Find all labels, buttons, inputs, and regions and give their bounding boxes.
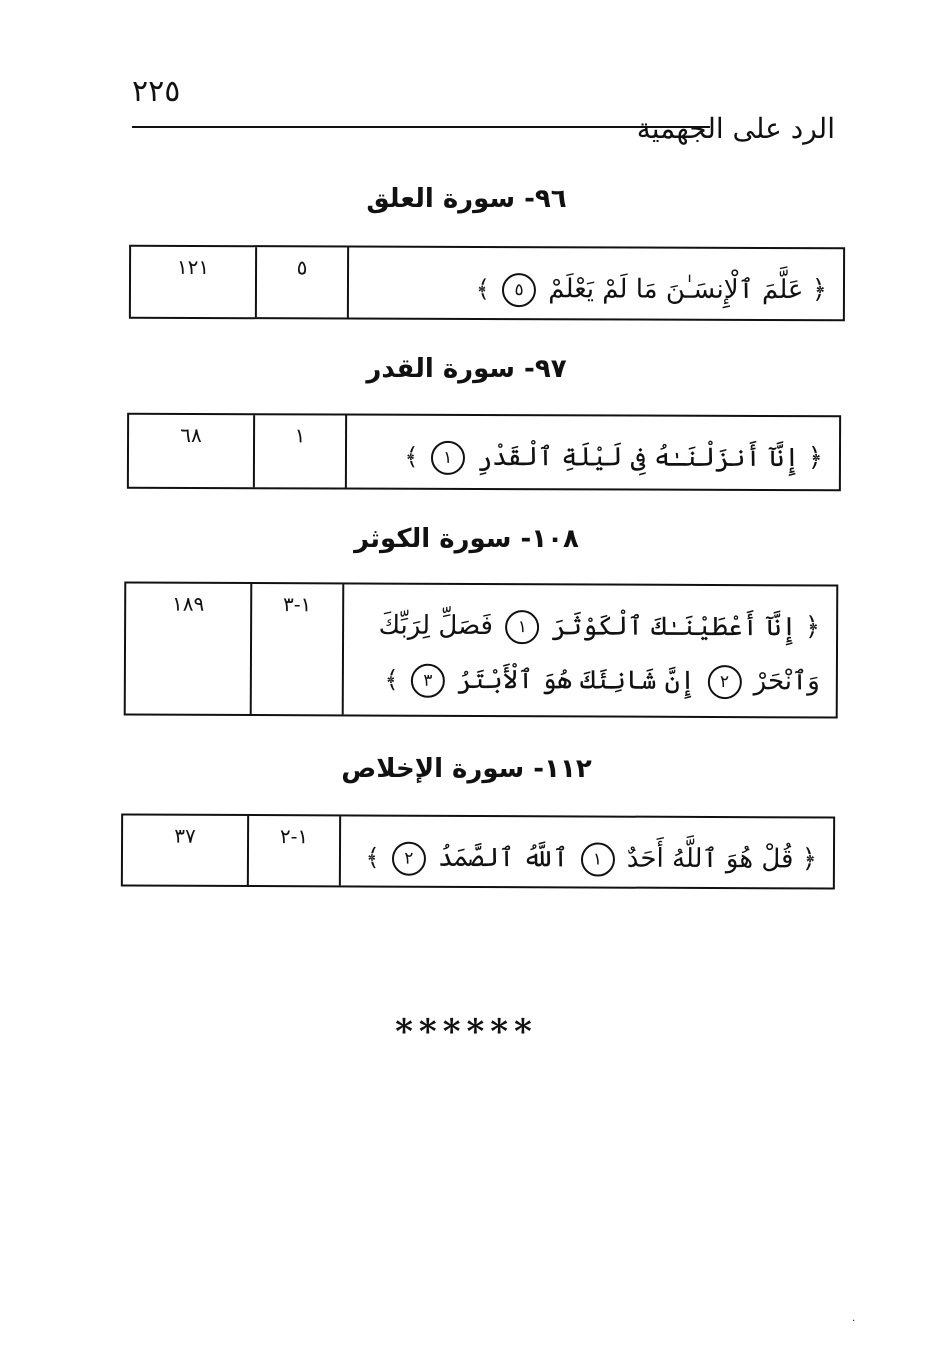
ayah-number-marker: ٢: [707, 665, 741, 699]
closing-bracket: ﴾: [404, 442, 419, 471]
ayah-range-cell: ١-٢: [247, 816, 339, 885]
closing-bracket: ﴾: [365, 843, 380, 872]
ayah-range-cell: ٥: [255, 247, 347, 317]
surah-title-alaq: ٩٦- سورة العلق: [366, 184, 567, 214]
closing-bracket: ﴾: [384, 665, 399, 694]
verse-text-part-1: ﴿ إِنَّآ أَعْطَيْنَـٰكَ ٱلْكَوْثَرَ: [551, 611, 821, 643]
verse-cell: [339, 816, 833, 887]
reference-table-kawthar: [124, 581, 839, 718]
ayah-range-cell: ١: [253, 415, 345, 487]
page-reference-cell: ١٨٩: [172, 591, 205, 616]
page-reference-cell: ٦٨: [180, 422, 202, 448]
surah-title-ikhlas: ١١٢- سورة الإخلاص: [341, 754, 592, 784]
verse-cell: [342, 584, 837, 716]
verse-text: ﴿ إِنَّآ أَنزَلْنَـٰهُ فِى لَيْلَةِ ٱلْقَدْرِ: [476, 441, 824, 474]
ayah-number-marker: ٢: [392, 842, 426, 876]
verse-text-part-2: ٱللَّهُ ٱلصَّمَدُ: [438, 842, 569, 874]
ayah-number-marker: ١: [505, 610, 539, 644]
ayah-number-marker: ١: [431, 441, 465, 475]
ayah-number-marker: ١: [580, 842, 614, 876]
surah-title-qadr: ٩٧- سورة القدر: [366, 354, 567, 384]
verse-cell: [347, 248, 843, 320]
verse-text-part-3: إِنَّ شَانِئَكَ هُوَ ٱلْأَبْتَرُ: [457, 664, 696, 696]
verse-text: ﴿ عَلَّمَ ٱلْإِنسَـٰنَ مَا لَمْ يَعْلَمْ: [548, 274, 828, 306]
ayah-number-marker: ٥: [502, 273, 536, 307]
verse-text-part-2: فَصَلِّ لِرَبِّكَ وَٱنْحَرْ: [378, 610, 820, 697]
running-header-title: الرد على الجهمية: [636, 112, 835, 145]
reference-table-ikhlas: [121, 813, 835, 889]
page-number: ٢٢٥: [132, 74, 181, 109]
ayah-range-cell: ١-٣: [250, 584, 343, 714]
surah-title-kawthar: ١٠٨- سورة الكوثر: [354, 524, 579, 554]
scan-speck: ·: [852, 1316, 856, 1327]
reference-table-qadr: [127, 413, 841, 491]
closing-bracket: ﴾: [475, 274, 490, 304]
ayah-number-marker: ٣: [411, 664, 445, 698]
reference-table-alaq: [129, 245, 845, 321]
verse-text-part-1: ﴿ قُلْ هُوَ ٱللَّهُ أَحَدٌ: [626, 843, 818, 875]
section-end-stars: ******: [395, 1012, 538, 1052]
page-reference-cell: ١٢١: [176, 254, 210, 280]
page-reference-cell: ٣٧: [174, 823, 196, 848]
header-rule: [132, 126, 710, 128]
verse-cell: [345, 416, 839, 490]
